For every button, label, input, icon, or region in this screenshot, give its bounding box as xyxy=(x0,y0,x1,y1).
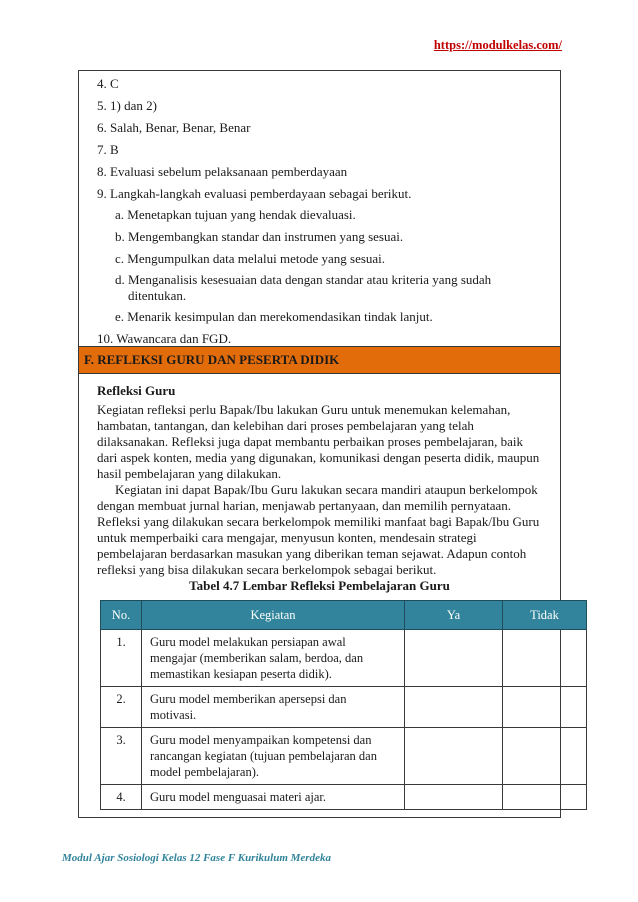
answer-subitem: c. Mengumpulkan data melalui metode yang sesuai. xyxy=(115,251,386,266)
table-header-row xyxy=(101,601,587,630)
answer-item: 7. B xyxy=(97,142,119,157)
kegiatan-line: Guru model menguasai materi ajar. xyxy=(150,790,326,804)
kegiatan-line: Guru model memberikan apersepsi dan xyxy=(150,692,347,706)
footer-text: Modul Ajar Sosiologi Kelas 12 Fase F Kurikulum Merdeka xyxy=(62,852,331,864)
paragraph-line: Kegiatan refleksi perlu Bapak/Ibu lakukan Guru untuk menemukan kelemahan, xyxy=(97,402,511,417)
row-kegiatan xyxy=(142,785,405,810)
row-kegiatan xyxy=(142,728,405,785)
reflection-heading: Refleksi Guru xyxy=(97,383,176,398)
table-caption: Tabel 4.7 Lembar Refleksi Pembelajaran Guru xyxy=(189,578,450,593)
table-row xyxy=(101,728,587,785)
paragraph-line: dilaksanakan. Refleksi juga dapat membantu perbaikan proses pembelajaran, baik xyxy=(97,434,523,449)
answer-item: 10. Wawancara dan FGD. xyxy=(97,331,232,346)
answer-subitem: a. Menetapkan tujuan yang hendak dievaluasi. xyxy=(115,207,356,222)
kegiatan-line: mengajar (memberikan salam, berdoa, dan xyxy=(150,651,364,665)
kegiatan-line: Guru model menyampaikan kompetensi dan xyxy=(150,733,372,747)
row-number: 3. xyxy=(101,728,142,785)
paragraph-line: refleksi yang bisa dilakukan secara berkelompok sebagai berikut. xyxy=(97,562,437,577)
row-number: 1. xyxy=(101,630,142,687)
paragraph-line: hambatan, tantangan, dan kelebihan dari proses pembelajaran yang telah xyxy=(97,418,474,433)
reflection-table xyxy=(100,600,587,810)
ya-checkbox-cell[interactable] xyxy=(405,687,503,728)
kegiatan-line: Guru model melakukan persiapan awal xyxy=(150,635,346,649)
paragraph-line: pembelajaran berdasarkan masukan yang diberikan teman sejawat. Adapun contoh xyxy=(97,546,527,561)
tidak-checkbox-cell[interactable] xyxy=(503,630,587,687)
answer-subitem-continuation: ditentukan. xyxy=(128,288,187,303)
table-row xyxy=(101,785,587,810)
column-header-no: No. xyxy=(101,601,142,630)
answer-subitem: d. Menganalisis kesesuaian data dengan standar atau kriteria yang sudah xyxy=(115,272,492,287)
column-header-ya: Ya xyxy=(405,601,503,630)
paragraph-line: untuk memperbaiki cara mengajar, menyusun konten, mendesain strategi xyxy=(97,530,477,545)
header-url-link[interactable]: https://modulkelas.com/ xyxy=(433,38,562,52)
row-kegiatan xyxy=(142,687,405,728)
paragraph-line: hasil pembelajaran yang dilakukan. xyxy=(97,466,282,481)
ya-checkbox-cell[interactable] xyxy=(405,630,503,687)
row-number: 4. xyxy=(101,785,142,810)
ya-checkbox-cell[interactable] xyxy=(405,785,503,810)
tidak-checkbox-cell[interactable] xyxy=(503,687,587,728)
row-kegiatan xyxy=(142,630,405,687)
table-row xyxy=(101,687,587,728)
kegiatan-line: memastikan kesiapan peserta didik). xyxy=(150,667,332,681)
ya-checkbox-cell[interactable] xyxy=(405,728,503,785)
reflection-paragraph-1 xyxy=(97,402,545,482)
paragraph-line: Kegiatan ini dapat Bapak/Ibu Guru lakukan secara mandiri ataupun berkelompok xyxy=(115,482,538,497)
paragraph-line: Refleksi yang dilakukan secara berkelompok memiliki manfaat bagi Bapak/Ibu Guru xyxy=(97,514,540,529)
answer-item: 8. Evaluasi sebelum pelaksanaan pemberdayaan xyxy=(97,164,348,179)
table-row xyxy=(101,630,587,687)
column-header-tidak: Tidak xyxy=(503,601,587,630)
answer-subitem: b. Mengembangkan standar dan instrumen yang sesuai. xyxy=(115,229,404,244)
tidak-checkbox-cell[interactable] xyxy=(503,728,587,785)
paragraph-line: dari aspek konten, media yang digunakan, komunikasi dengan peserta didik, maupun xyxy=(97,450,540,465)
answer-item: 5. 1) dan 2) xyxy=(97,98,157,113)
column-header-kegiatan: Kegiatan xyxy=(142,601,405,630)
row-number: 2. xyxy=(101,687,142,728)
answer-item: 6. Salah, Benar, Benar, Benar xyxy=(97,120,251,135)
reflection-paragraph-2 xyxy=(97,482,545,578)
answer-item: 9. Langkah-langkah evaluasi pemberdayaan sebagai berikut. xyxy=(97,186,412,201)
kegiatan-line: motivasi. xyxy=(150,708,197,722)
tidak-checkbox-cell[interactable] xyxy=(503,785,587,810)
paragraph-line: dengan membuat jurnal harian, menjawab pertanyaan, dan memilih pernyataan. xyxy=(97,498,512,513)
kegiatan-line: model pembelajaran). xyxy=(150,765,259,779)
section-title: F. REFLEKSI GURU DAN PESERTA DIDIK xyxy=(84,352,340,367)
kegiatan-line: rancangan kegiatan (tujuan pembelajaran dan xyxy=(150,749,377,763)
answer-subitem: e. Menarik kesimpulan dan merekomendasikan tindak lanjut. xyxy=(115,309,433,324)
answer-item: 4. C xyxy=(97,76,119,91)
